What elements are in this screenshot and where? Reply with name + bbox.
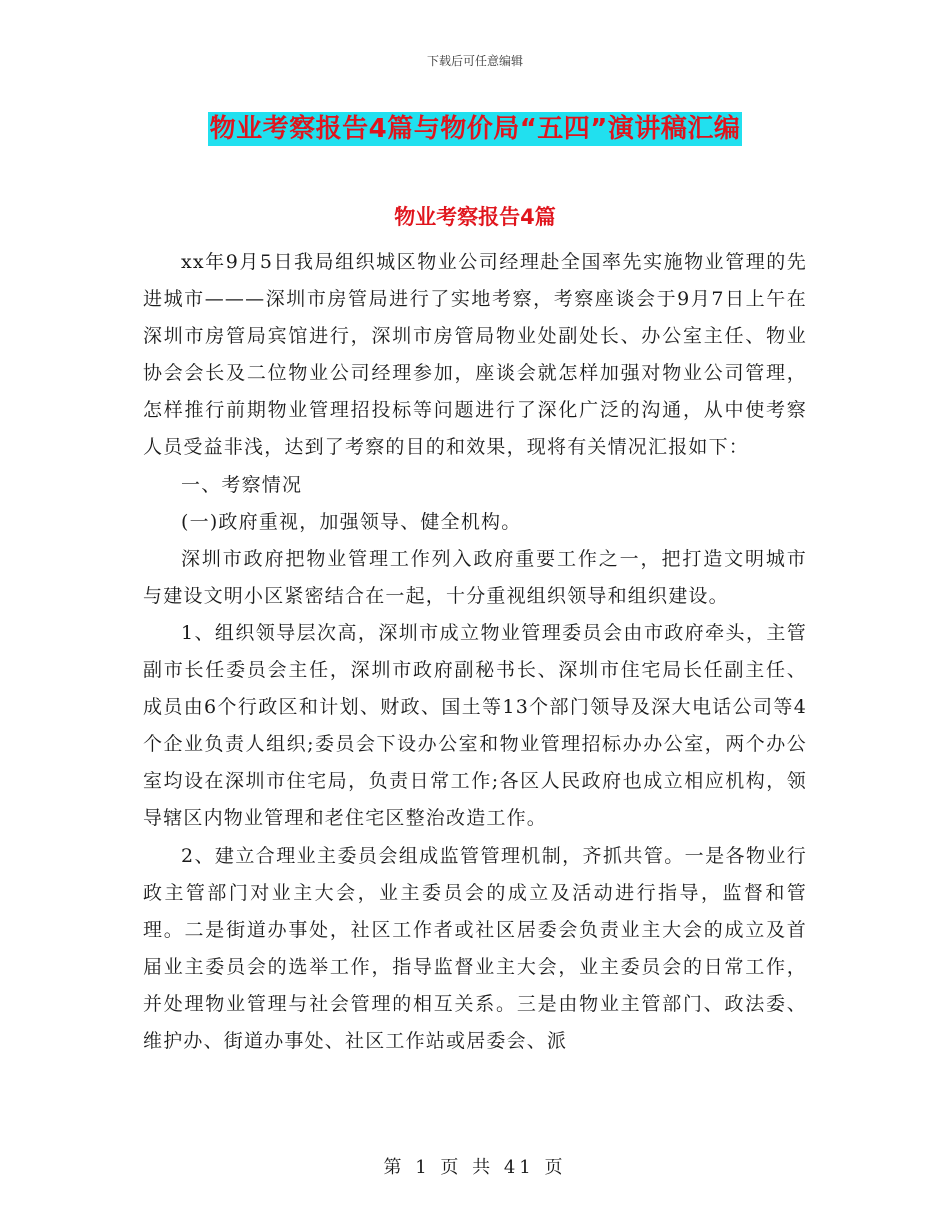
document-title: 物业考察报告4篇与物价局“五四”演讲稿汇编 bbox=[209, 114, 741, 144]
paragraph: 1、组织领导层次高，深圳市成立物业管理委员会由市政府牵头，主管副市长任委员会主任，深圳市政府副秘书长、深圳市住宅局长任副主任、成员由6个行政区和计划、财政、国土等13个部门领导及深大电话公司等4个企业负责人组织;委员会下设办公室和物业管理招标办办公室，两个办公室均设在深圳市住宅局，负责日常工作;各区人民政府也成立相应机构，领导辖区内物业管理和老住宅区整治改造工作。 bbox=[143, 621, 807, 830]
paragraph: (一)政府重视，加强领导、健全机构。 bbox=[181, 510, 522, 533]
page-number-footer: 第 1 页 共 41 页 bbox=[383, 1157, 567, 1178]
document-title-container bbox=[0, 112, 950, 146]
document-body bbox=[143, 244, 807, 1060]
paragraph: 一、考察情况 bbox=[181, 473, 303, 496]
section-title: 物业考察报告4篇 bbox=[394, 205, 556, 229]
paragraph: xx年9月5日我局组织城区物业公司经理赴全国率先实施物业管理的先进城市———深圳市房管局进行了实地考察，考察座谈会于9月7日上午在深圳市房管局宾馆进行，深圳市房管局物业处副处长、办公室主任、物业协会会长及二位物业公司经理参加，座谈会就怎样加强对物业公司管理，怎样推行前期物业管理招投标等问题进行了深化广泛的沟通，从中使考察人员受益非浅，达到了考察的目的和效果，现将有关情况汇报如下： bbox=[143, 251, 807, 459]
paragraph: 2、建立合理业主委员会组成监管管理机制，齐抓共管。一是各物业行政主管部门对业主大会，业主委员会的成立及活动进行指导，监督和管理。二是街道办事处，社区工作者或社区居委会负责业主大会的成立及首届业主委员会的选举工作，指导监督业主大会，业主委员会的日常工作，并处理物业管理与社会管理的相互关系。三是由物业主管部门、政法委、维护办、街道办事处、社区工作站或居委会、派 bbox=[143, 844, 807, 1052]
paragraph: 深圳市政府把物业管理工作列入政府重要工作之一，把打造文明城市与建设文明小区紧密结合在一起，十分重视组织领导和组织建设。 bbox=[143, 547, 807, 607]
page-header-note: 下载后可任意编辑 bbox=[426, 54, 523, 68]
